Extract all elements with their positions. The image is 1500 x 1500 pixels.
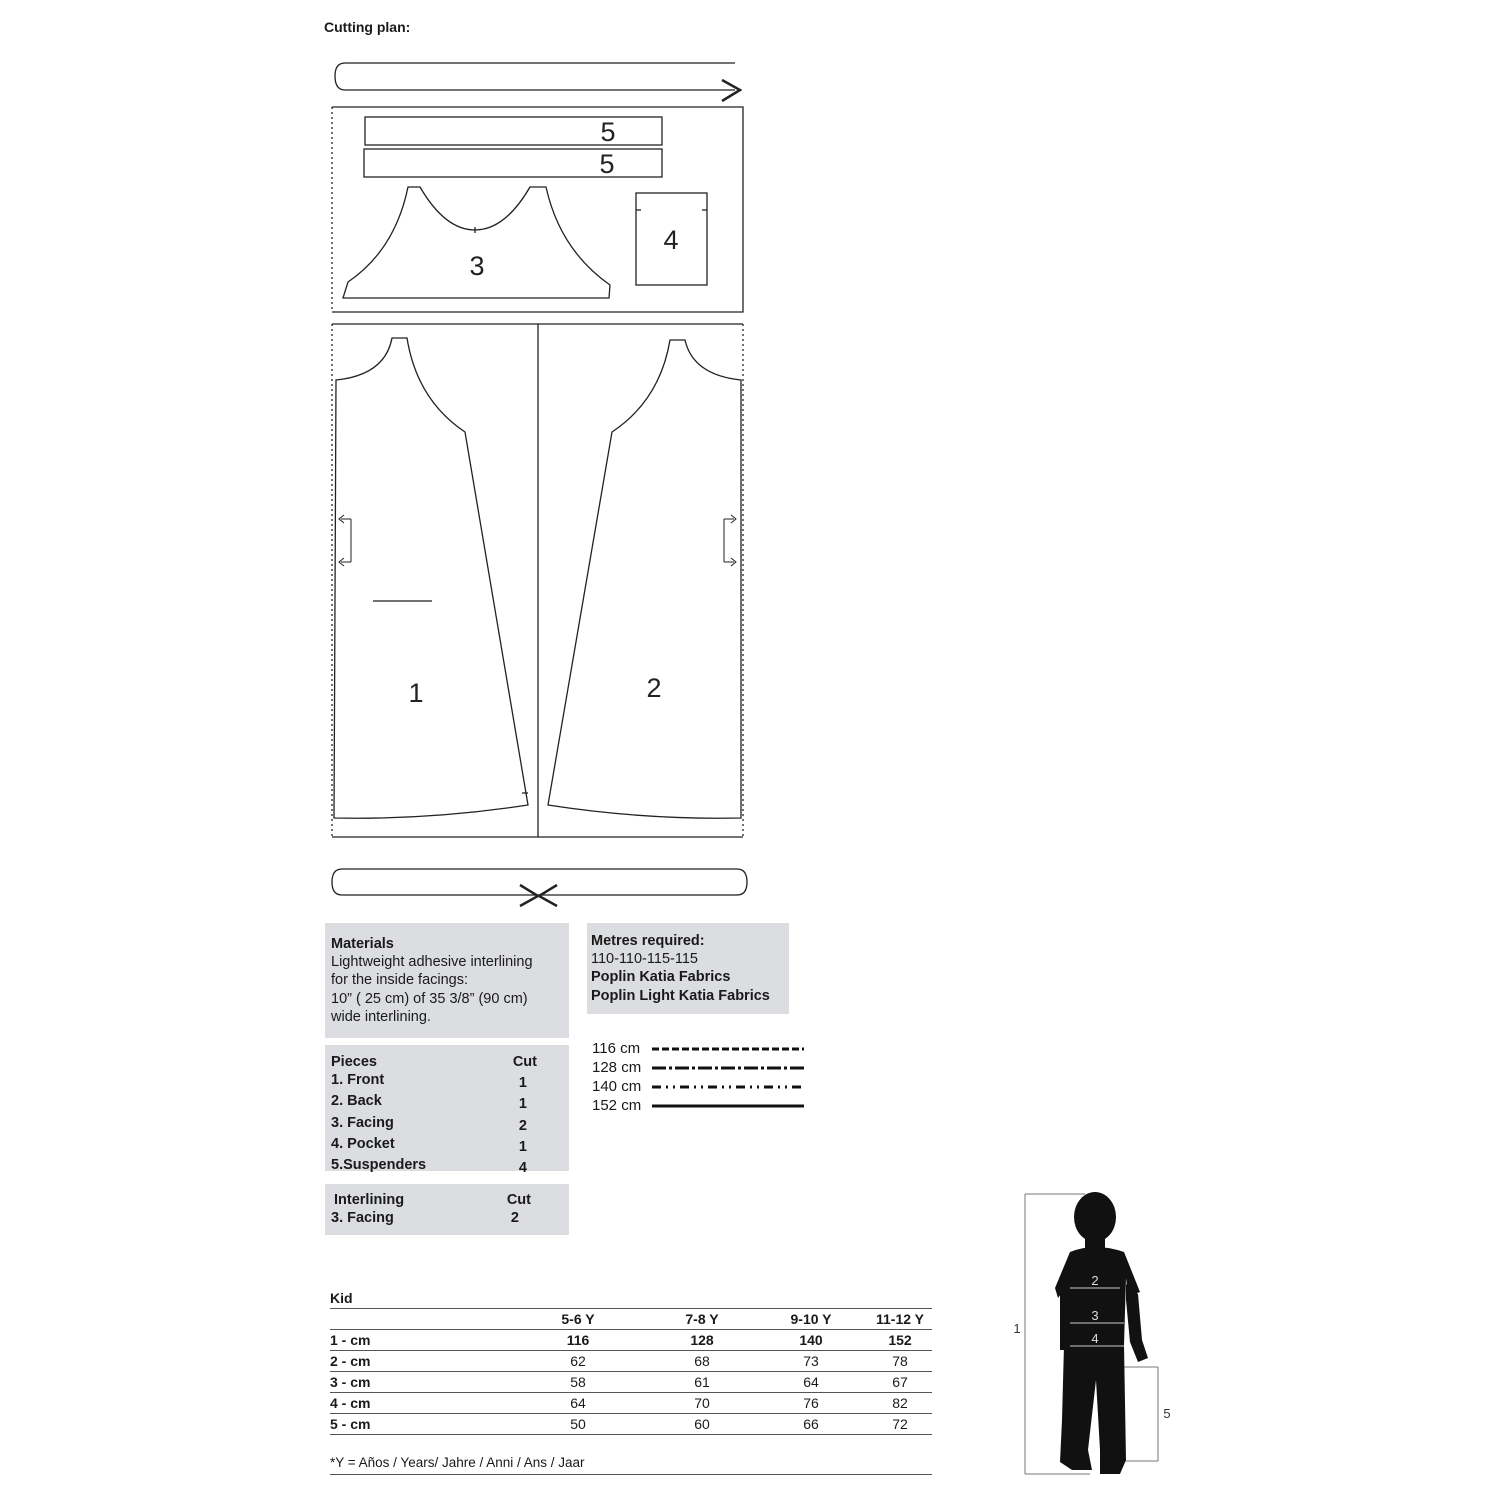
piece-label-facing: 3 xyxy=(469,251,485,281)
table-header: 9-10 Y xyxy=(754,1309,868,1330)
table-cell: 78 xyxy=(868,1351,932,1372)
table-cell: 68 xyxy=(650,1351,754,1372)
materials-line: for the inside facings: xyxy=(331,972,469,989)
table-cell: 67 xyxy=(868,1372,932,1393)
interlining-header: Interlining xyxy=(334,1192,405,1208)
piece-name: 2. Back xyxy=(331,1093,382,1110)
metres-value: 110-110-115-115 xyxy=(591,951,698,968)
materials-box xyxy=(325,923,569,1038)
measure-label: 5 xyxy=(1163,1406,1171,1421)
materials-line: wide interlining. xyxy=(331,1008,431,1025)
piece-name: 4. Pocket xyxy=(331,1135,395,1152)
table-header: 7-8 Y xyxy=(650,1309,754,1330)
piece-label-suspender: 5 xyxy=(600,117,616,147)
table-cell: 60 xyxy=(650,1414,754,1435)
fabric-name: Poplin Katia Fabrics xyxy=(591,969,731,986)
piece-cut: 1 xyxy=(518,1096,527,1113)
solid-line-swatch xyxy=(652,1103,804,1109)
metres-box xyxy=(587,923,789,1014)
dashed-line-swatch xyxy=(652,1046,804,1052)
table-caption-row xyxy=(330,1288,932,1309)
piece-cut: 2 xyxy=(510,1210,519,1227)
table-caption: Kid xyxy=(330,1288,932,1309)
piece-label-back: 2 xyxy=(646,673,662,703)
piece-name: 1. Front xyxy=(331,1072,385,1089)
table-row xyxy=(330,1393,932,1414)
piece-label-pocket: 4 xyxy=(663,225,679,255)
table-cell: 70 xyxy=(650,1393,754,1414)
metres-heading: Metres required: xyxy=(591,933,705,949)
table-cell: 116 xyxy=(506,1330,650,1351)
table-cell: 82 xyxy=(868,1393,932,1414)
table-row xyxy=(330,1330,932,1351)
materials-heading: Materials xyxy=(331,936,394,952)
table-row xyxy=(330,1414,932,1435)
materials-line: Lightweight adhesive interlining xyxy=(331,954,533,971)
piece-cut: 1 xyxy=(518,1138,527,1155)
table-cell: 72 xyxy=(868,1414,932,1435)
table-cell: 58 xyxy=(506,1372,650,1393)
piece-name: 5.Suspenders xyxy=(331,1157,427,1174)
pieces-header: Pieces xyxy=(331,1054,377,1070)
table-cell: 140 xyxy=(754,1330,868,1351)
table-cell: 1 - cm xyxy=(330,1330,506,1351)
table-header: 5-6 Y xyxy=(506,1309,650,1330)
piece-cut: 1 xyxy=(518,1075,527,1092)
dash-dot-dot-line-swatch xyxy=(652,1084,804,1090)
page-title: Cutting plan: xyxy=(324,19,411,35)
piece-name: 3. Facing xyxy=(331,1114,394,1131)
measure-label: 3 xyxy=(1091,1308,1099,1323)
piece-cut: 2 xyxy=(518,1117,527,1134)
materials-line: 10” ( 25 cm) of 35 3/8” (90 cm) xyxy=(331,990,528,1007)
measure-label: 2 xyxy=(1091,1273,1099,1288)
table-cell: 50 xyxy=(506,1414,650,1435)
legend-label: 116 cm xyxy=(592,1040,641,1057)
table-cell: 2 - cm xyxy=(330,1351,506,1372)
table-header xyxy=(330,1309,506,1330)
table-cell: 64 xyxy=(506,1393,650,1414)
table-row xyxy=(330,1351,932,1372)
table-cell: 61 xyxy=(650,1372,754,1393)
table-cell: 152 xyxy=(868,1330,932,1351)
measure-label: 4 xyxy=(1091,1331,1099,1346)
table-cell: 64 xyxy=(754,1372,868,1393)
child-measurement-figure xyxy=(1000,1180,1200,1490)
table-cell: 4 - cm xyxy=(330,1393,506,1414)
table-cell: 66 xyxy=(754,1414,868,1435)
piece-label-front: 1 xyxy=(408,678,424,708)
interlining-table xyxy=(325,1184,569,1235)
divider xyxy=(330,1474,932,1475)
piece-name: 3. Facing xyxy=(331,1210,394,1227)
size-legend xyxy=(592,1039,804,1115)
table-cell: 5 - cm xyxy=(330,1414,506,1435)
table-row xyxy=(330,1372,932,1393)
table-header: 11-12 Y xyxy=(868,1309,932,1330)
dash-dot-line-swatch xyxy=(652,1065,804,1071)
cut-header: Cut xyxy=(506,1192,531,1208)
pieces-table xyxy=(325,1045,569,1177)
piece-cut: 4 xyxy=(518,1160,527,1177)
legend-label: 140 cm xyxy=(592,1078,642,1095)
table-cell: 73 xyxy=(754,1351,868,1372)
fabric-name: Poplin Light Katia Fabrics xyxy=(591,987,770,1004)
table-cell: 128 xyxy=(650,1330,754,1351)
table-cell: 3 - cm xyxy=(330,1372,506,1393)
piece-label-suspender: 5 xyxy=(599,149,615,179)
kid-size-table xyxy=(330,1288,932,1435)
legend-label: 128 cm xyxy=(592,1059,642,1076)
cut-header: Cut xyxy=(512,1054,537,1070)
legend-label: 152 cm xyxy=(592,1097,642,1114)
table-cell: 76 xyxy=(754,1393,868,1414)
table-header-row xyxy=(330,1309,932,1330)
measure-label: 1 xyxy=(1013,1321,1021,1336)
footnote: *Y = Años / Years/ Jahre / Anni / Ans / Jaar xyxy=(330,1455,585,1470)
table-cell: 62 xyxy=(506,1351,650,1372)
